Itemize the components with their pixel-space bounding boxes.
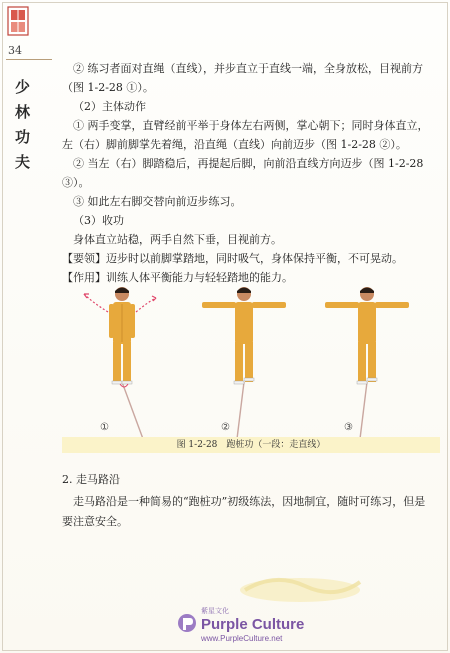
seal-logo: [7, 6, 29, 36]
paragraph-line: ② 当左（右）脚踏稳后，再提起后脚，向前沿直线方向迈步（图 1-2-28 ③）。: [62, 157, 424, 189]
vertical-title-char: 夫: [14, 153, 31, 171]
section-heading: 2. 走马路沿: [62, 473, 120, 486]
subheading: （3）收功: [73, 214, 124, 227]
figure-label-3: ③: [344, 422, 353, 433]
vertical-title-char: 林: [14, 103, 31, 121]
figure-2-person: [202, 287, 286, 447]
body-text: [62, 59, 440, 287]
paragraph-line: 左（右）脚前脚掌先着绳，沿直绳（直线）向前迈步（图 1-2-28 ②）。: [62, 138, 407, 151]
figure-label-1: ①: [100, 422, 109, 433]
vertical-title-char: 功: [14, 128, 31, 146]
figure-3-person: [325, 287, 409, 447]
function-line: 【作用】训练人体平衡能力与轻轻踏地的能力。: [62, 271, 293, 284]
arrow-right: [136, 298, 156, 312]
margin-rule: [6, 59, 52, 60]
figure-1-person: [84, 287, 156, 447]
page-number: 34: [8, 44, 22, 57]
subheading: （2）主体动作: [73, 100, 146, 113]
section-body: [62, 492, 440, 532]
watermark-name: Purple Culture: [201, 616, 305, 633]
figure-label-2: ②: [221, 422, 230, 433]
arrow-left: [84, 294, 108, 312]
paragraph-line: ① 两手变掌，直臂经前平举于身体左右两侧，掌心朝下；同时身体直立，: [73, 119, 429, 132]
paragraph-line: 身体直立站稳，两手自然下垂，目视前方。: [73, 233, 282, 246]
publisher-watermark: [177, 607, 337, 646]
paragraph-line: ③ 如此左右脚交替向前迈步练习。: [73, 195, 242, 208]
paragraph-line: 要注意安全。: [62, 515, 128, 528]
vertical-title-char: 少: [14, 78, 31, 96]
paragraph-line: （图 1-2-28 ①）。: [62, 81, 154, 94]
footer-ornament: [230, 560, 370, 610]
watermark-cn-name: 紫星文化: [201, 607, 229, 615]
paragraph-line: 走马路沿是一种简易的“跑桩功”初级练法，因地制宜，随时可练习，但是: [73, 495, 426, 508]
figure-illustration: [62, 282, 440, 454]
paragraph-line: ② 练习者面对直绳（直线），并步直立于直线一端，全身放松，目视前方: [73, 62, 423, 75]
watermark-url: www.PurpleCulture.net: [201, 634, 283, 643]
figure-caption: 图 1-2-28 跑桩功（一段：走直线）: [62, 437, 440, 453]
watermark-logo-icon: [177, 612, 197, 634]
key-points-line: 【要领】迈步时以前脚掌踏地，同时吸气，身体保持平衡，不可晃动。: [62, 252, 403, 265]
vertical-book-title: [10, 75, 36, 175]
